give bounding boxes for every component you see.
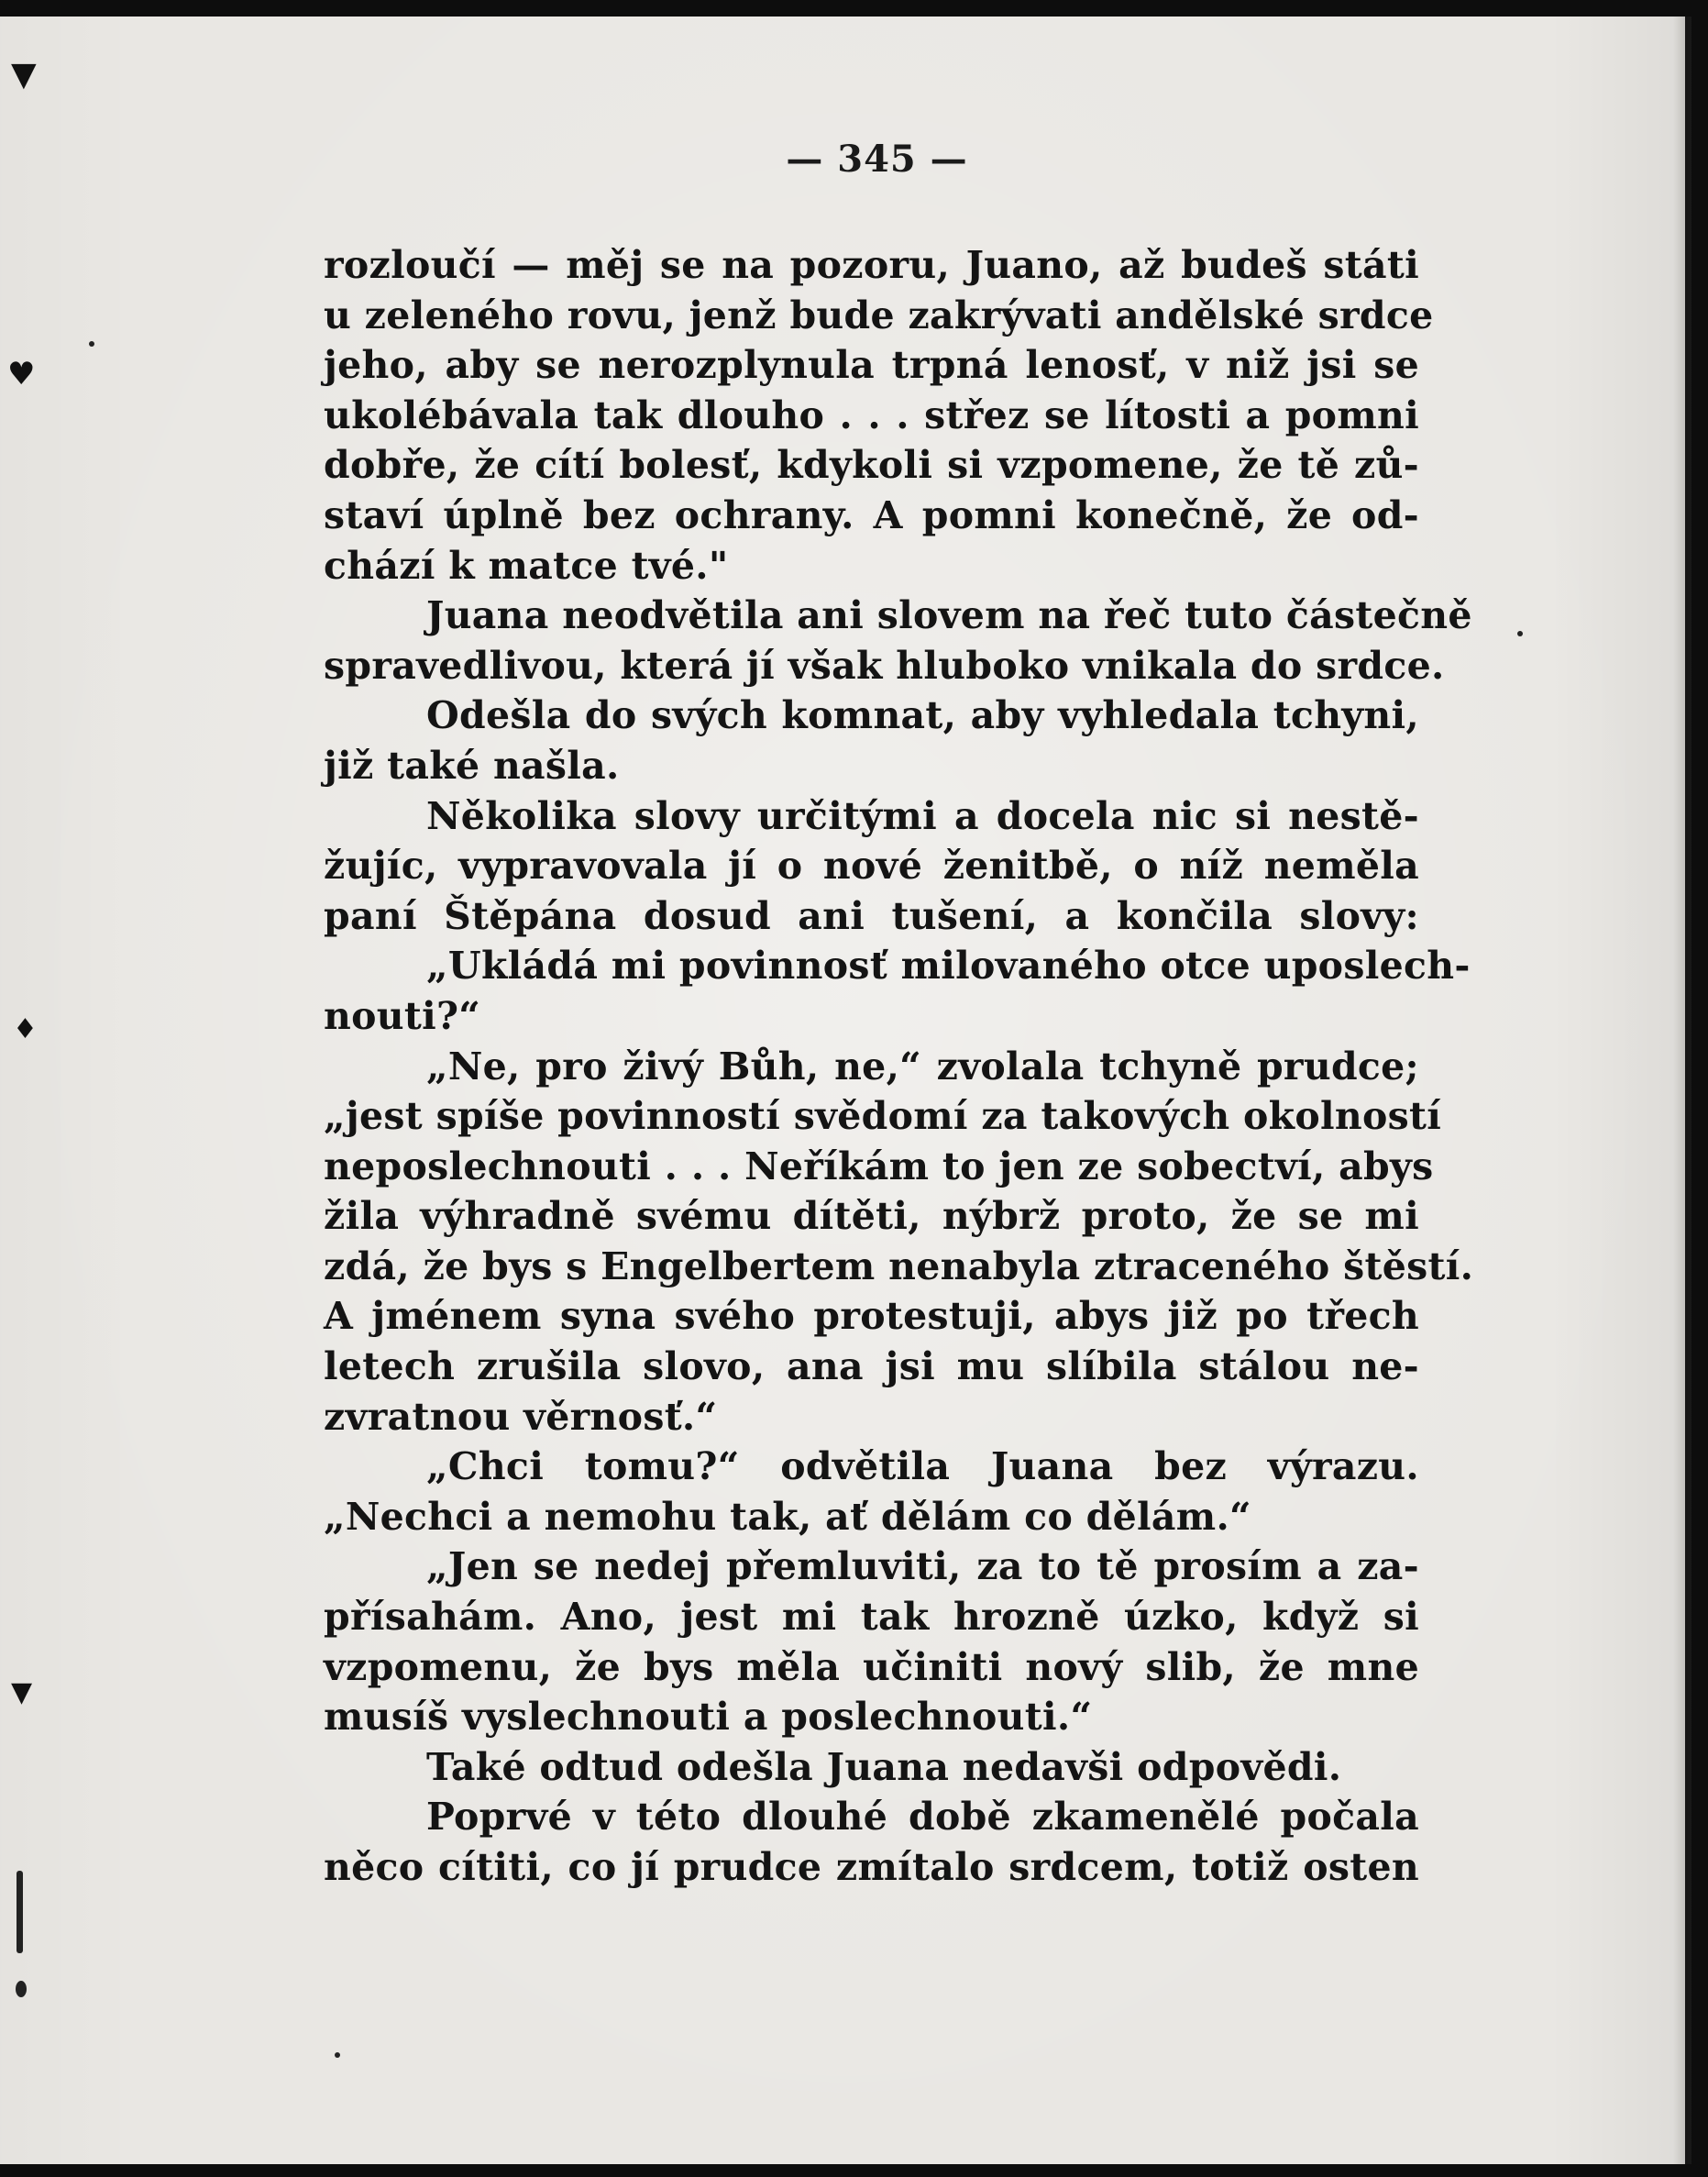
text-line: žujíc, vypravovala jí o nové ženitbě, o níž neměla <box>324 844 1419 889</box>
margin-speck <box>1517 631 1523 636</box>
text-line: „Ne, pro živý Bůh, ne,“ zvolala tchyně prudce; <box>426 1044 1419 1088</box>
text-line: neposlechnouti . . . Neříkám to jen ze sobectví, abys <box>324 1144 1434 1188</box>
text-line: A jménem syna svého protestuji, abys již po třech <box>324 1294 1419 1339</box>
text-line: Poprvé v této dlouhé době zkamenělé počala <box>426 1795 1419 1840</box>
text-line: žila výhradně svému dítěti, nýbrž proto, že se mi <box>324 1194 1419 1239</box>
text-line: chází k matce tvé." <box>324 543 729 588</box>
text-line: nouti?“ <box>324 993 481 1038</box>
text-line: „Chci tomu?“ odvětila Juana bez výrazu. <box>426 1444 1419 1489</box>
text-line: dobře, že cítí bolesť, kdykoli si vzpomene, že tě zů- <box>324 443 1419 488</box>
margin-speck: ▼ <box>11 1676 33 1708</box>
page-edge-shadow <box>1673 17 1691 2164</box>
margin-speck: ♦ <box>13 1013 38 1045</box>
text-line: Několika slovy určitými a docela nic si nestě- <box>426 793 1419 838</box>
body-text <box>324 240 1474 1893</box>
margin-speck: ▼ <box>11 55 37 94</box>
text-line: Také odtud odešla Juana nedavši odpovědi. <box>426 1744 1342 1789</box>
text-line: jeho, aby se nerozplynula trpná lenosť, v niž jsi se <box>324 343 1419 388</box>
text-line: u zeleného rovu, jenž bude zakrývati andělské srdce <box>324 293 1434 337</box>
margin-speck <box>17 1871 23 1953</box>
margin-speck <box>89 341 94 347</box>
page-number: — 345 — <box>786 138 968 181</box>
text-line: „Nechci a nemohu tak, ať dělám co dělám.“ <box>324 1494 1251 1539</box>
text-line: rozloučí — měj se na pozoru, Juano, až budeš státi <box>324 243 1419 287</box>
text-line: ukolébávala tak dlouho . . . střez se lítosti a pomni <box>324 392 1419 437</box>
margin-speck <box>16 1981 27 1997</box>
text-line: něco cítiti, co jí prudce zmítalo srdcem, totiž osten <box>324 1845 1419 1889</box>
margin-speck: ♥ <box>7 356 36 392</box>
text-line: Odešla do svých komnat, aby vyhledala tchyni, <box>426 693 1419 738</box>
text-line: „Jen se nedej přemluviti, za to tě prosím a za- <box>426 1544 1419 1589</box>
text-line: „jest spíše povinností svědomí za takových okolností <box>324 1094 1442 1139</box>
text-line: zvratnou věrnosť.“ <box>324 1394 718 1439</box>
text-line: přísahám. Ano, jest mi tak hrozně úzko, když si <box>324 1595 1419 1640</box>
text-line: vzpomenu, že bys měla učiniti nový slib, že mne <box>324 1644 1419 1689</box>
page-header <box>0 138 1708 181</box>
text-line: letech zrušila slovo, ana jsi mu slíbila stálou ne- <box>324 1344 1419 1389</box>
text-line: musíš vyslechnouti a poslechnouti.“ <box>324 1695 1093 1740</box>
text-line: Juana neodvětila ani slovem na řeč tuto částečně <box>426 593 1472 638</box>
margin-speck <box>335 2052 340 2058</box>
text-line: staví úplně bez ochrany. A pomni konečně, že od- <box>324 492 1419 537</box>
text-line: zdá, že bys s Engelbertem nenabyla ztraceného štěstí. <box>324 1243 1474 1288</box>
text-line: paní Štěpána dosud ani tušení, a končila slovy: <box>324 893 1419 938</box>
text-line: spravedlivou, která jí však hluboko vnikala do srdce. <box>324 643 1445 688</box>
text-line: již také našla. <box>324 743 620 788</box>
text-line: „Ukládá mi povinnosť milovaného otce uposlech- <box>426 944 1471 989</box>
